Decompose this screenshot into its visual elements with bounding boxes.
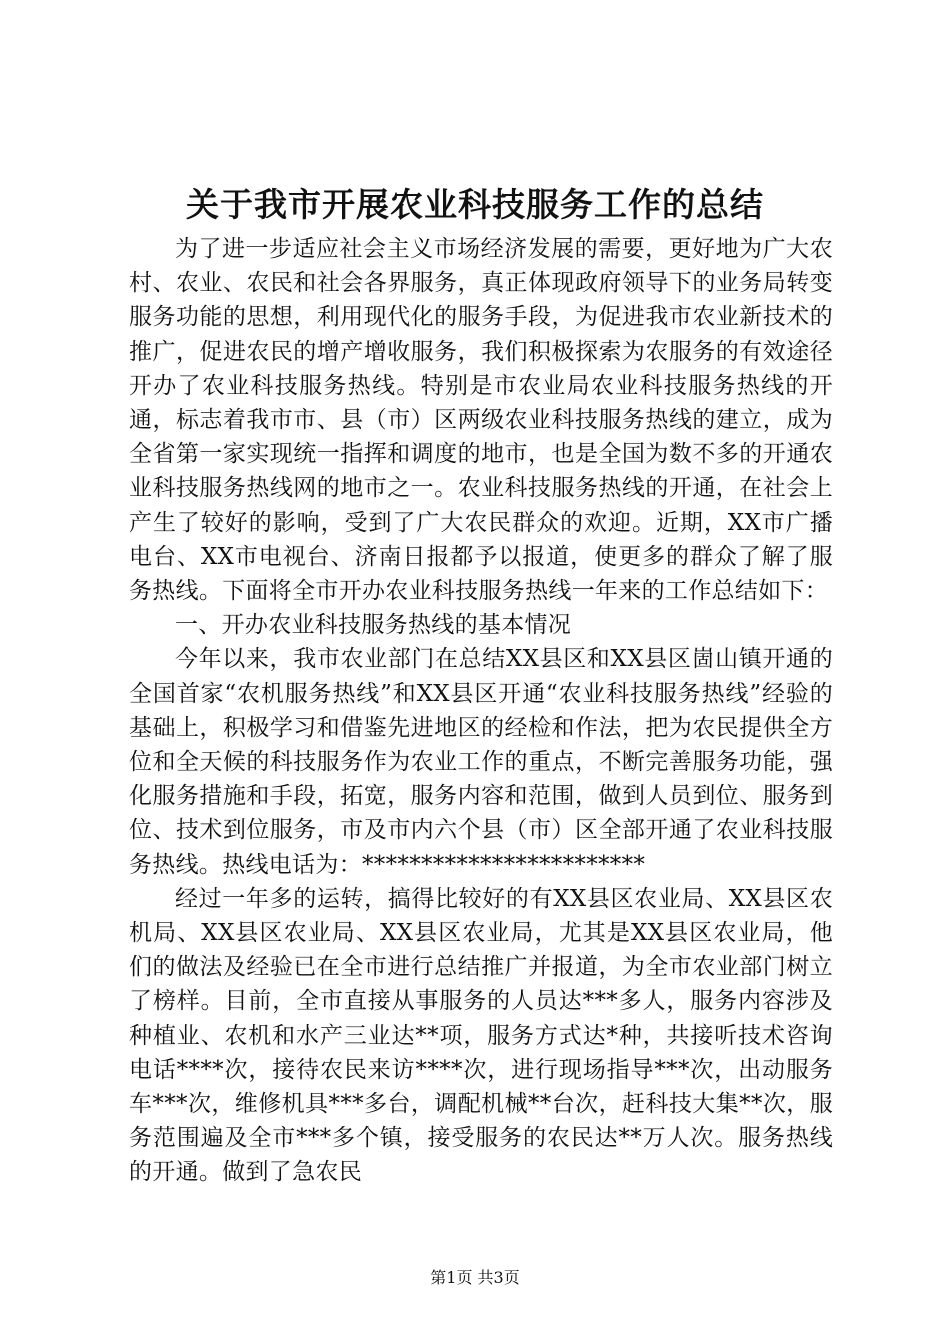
paragraph-basic-situation: 今年以来，我市农业部门在总结XX县区和XX县区崮山镇开通的全国首家“农机服务热线”和XX县区开通“农业科技服务热线”经验的基础上，积极学习和借鉴先进地区的经检和作法，把为农民提供全方位和全天候的科技服务作为农业工作的重点，不断完善服务功能，强化服务措施和手段，拓宽，服务内容和范围，做到人员到位、服务到位、技术到位服务，市及市内六个县（市）区全部开通了农业科技服务热线。热线电话为：************************ xyxy=(129,646,833,878)
section-heading-1: 一、开办农业科技服务热线的基本情况 xyxy=(175,612,572,639)
document-body xyxy=(129,232,833,1190)
page-footer: 第1页 共3页 xyxy=(430,1268,520,1287)
paragraph-intro: 为了进一步适应社会主义市场经济发展的需要，更好地为广大农村、农业、农民和社会各界服务，真正体现政府领导下的业务局转变服务功能的思想，利用现代化的服务手段，为促进我市农业新技术的推广，促进农民的增产增收服务，我们积极探索为农服务的有效途径开办了农业科技服务热线。特别是市农业局农业科技服务热线的开通，标志着我市市、县（市）区两级农业科技服务热线的建立，成为全省第一家实现统一指挥和调度的地市，也是全国为数不多的开通农业科技服务热线网的地市之一。农业科技服务热线的开通，在社会上产生了较好的影响，受到了广大农民群众的欢迎。近期，XX市广播电台、XX市电视台、济南日报都予以报道，使更多的群众了解了服务热线。下面将全市开办农业科技服务热线一年来的工作总结如下： xyxy=(129,236,833,605)
paragraph-operation-results: 经过一年多的运转，搞得比较好的有XX县区农业局、XX县区农机局、XX县区农业局、XX县区农业局，尤其是XX县区农业局，他们的做法及经验已在全市进行总结推广并报道，为全市农业部门树立了榜样。目前，全市直接从事服务的人员达***多人，服务内容涉及种植业、农机和水产三业达**项，服务方式达*种，共接听技术咨询电话****次，接待农民来访****次，进行现场指导***次，出动服务车***次，维修机具***多台，调配机械**台次，赶科技大集**次，服务范围遍及全市***多个镇，接受服务的农民达**万人次。服务热线的开通。做到了急农民 xyxy=(129,885,833,1186)
document-title: 关于我市开展农业科技服务工作的总结 xyxy=(186,185,764,224)
